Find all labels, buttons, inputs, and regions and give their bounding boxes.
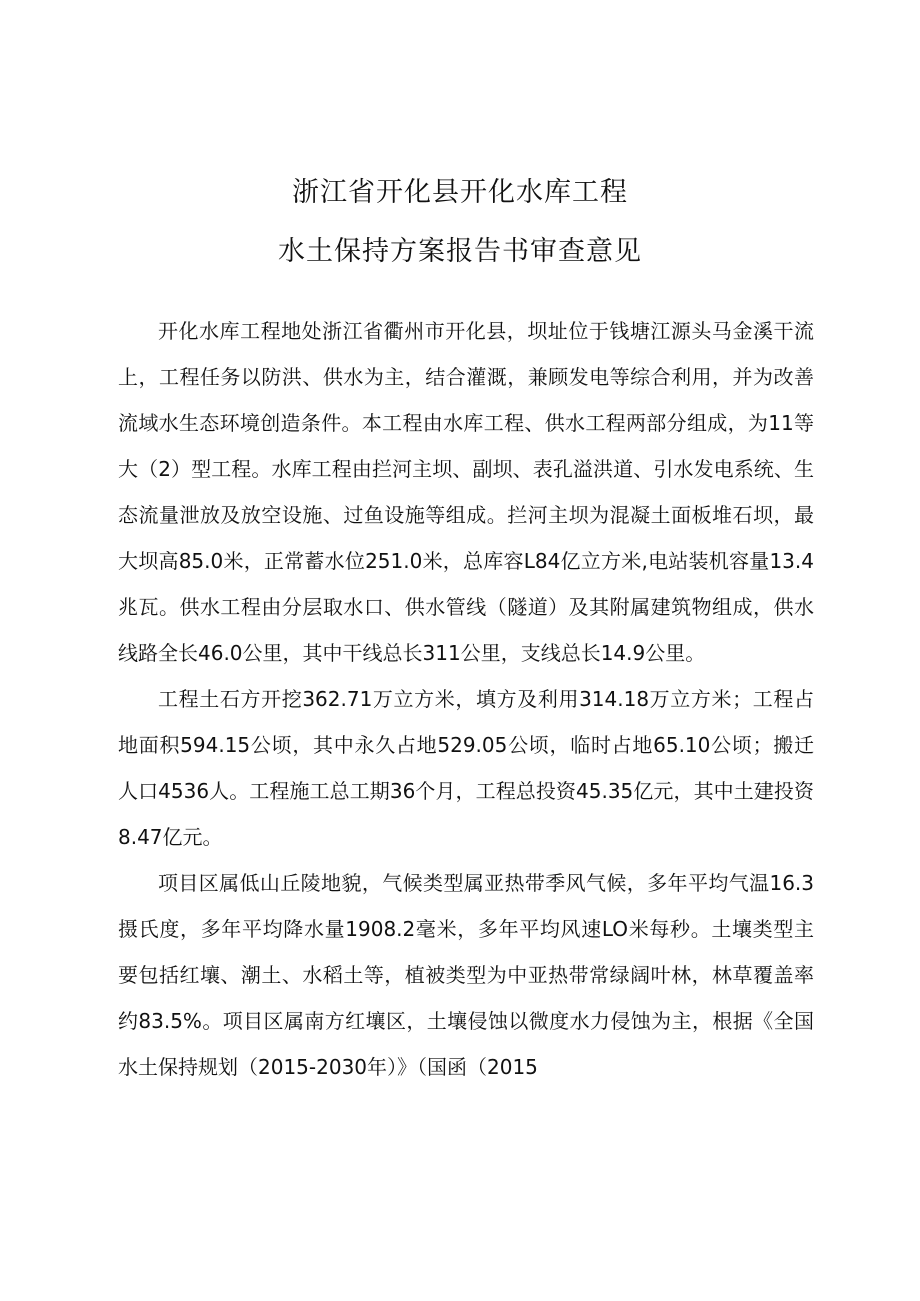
title-line-2: 水土保持方案报告书审查意见 bbox=[278, 236, 642, 267]
paragraph-earthwork-land: 工程土石方开挖362.71万立方米，填方及利用314.18万立方米；工程占地面积594.15公顷，其中永久占地529.05公顷，临时占地65.10公顷；搬迁人口4536人。工程施工总工期36个月，工程总投资45.35亿元，其中土建投资8.47亿元。 bbox=[118, 687, 814, 849]
title-line-1: 浙江省开化县开化水库工程 bbox=[292, 177, 628, 208]
document-title bbox=[0, 163, 920, 281]
document-body bbox=[118, 308, 814, 1090]
paragraph-natural-conditions: 项目区属低山丘陵地貌，气候类型属亚热带季风气候，多年平均气温16.3摄氏度，多年平均降水量1908.2毫米，多年平均风速LO米每秒。土壤类型主要包括红壤、潮土、水稻土等，植被类型为中亚热带常绿阔叶林，林草覆盖率约83.5%。项目区属南方红壤区，土壤侵蚀以微度水力侵蚀为主，根据《全国水土保持规划（2015-2030年）》（国函（2015 bbox=[118, 871, 814, 1079]
paragraph-project-overview: 开化水库工程地处浙江省衢州市开化县，坝址位于钱塘江源头马金溪干流上，工程任务以防洪、供水为主，结合灌溉，兼顾发电等综合利用，并为改善流域水生态环境创造条件。本工程由水库工程、供水工程两部分组成，为11等大（2）型工程。水库工程由拦河主坝、副坝、表孔溢洪道、引水发电系统、生态流量泄放及放空设施、过鱼设施等组成。拦河主坝为混凝土面板堆石坝，最大坝高85.0米，正常蓄水位251.0米，总库容L84亿立方米,电站装机容量13.4兆瓦。供水工程由分层取水口、供水管线（隧道）及其附属建筑物组成，供水线路全长46.0公里，其中干线总长311公里，支线总长14.9公里。 bbox=[118, 319, 814, 665]
